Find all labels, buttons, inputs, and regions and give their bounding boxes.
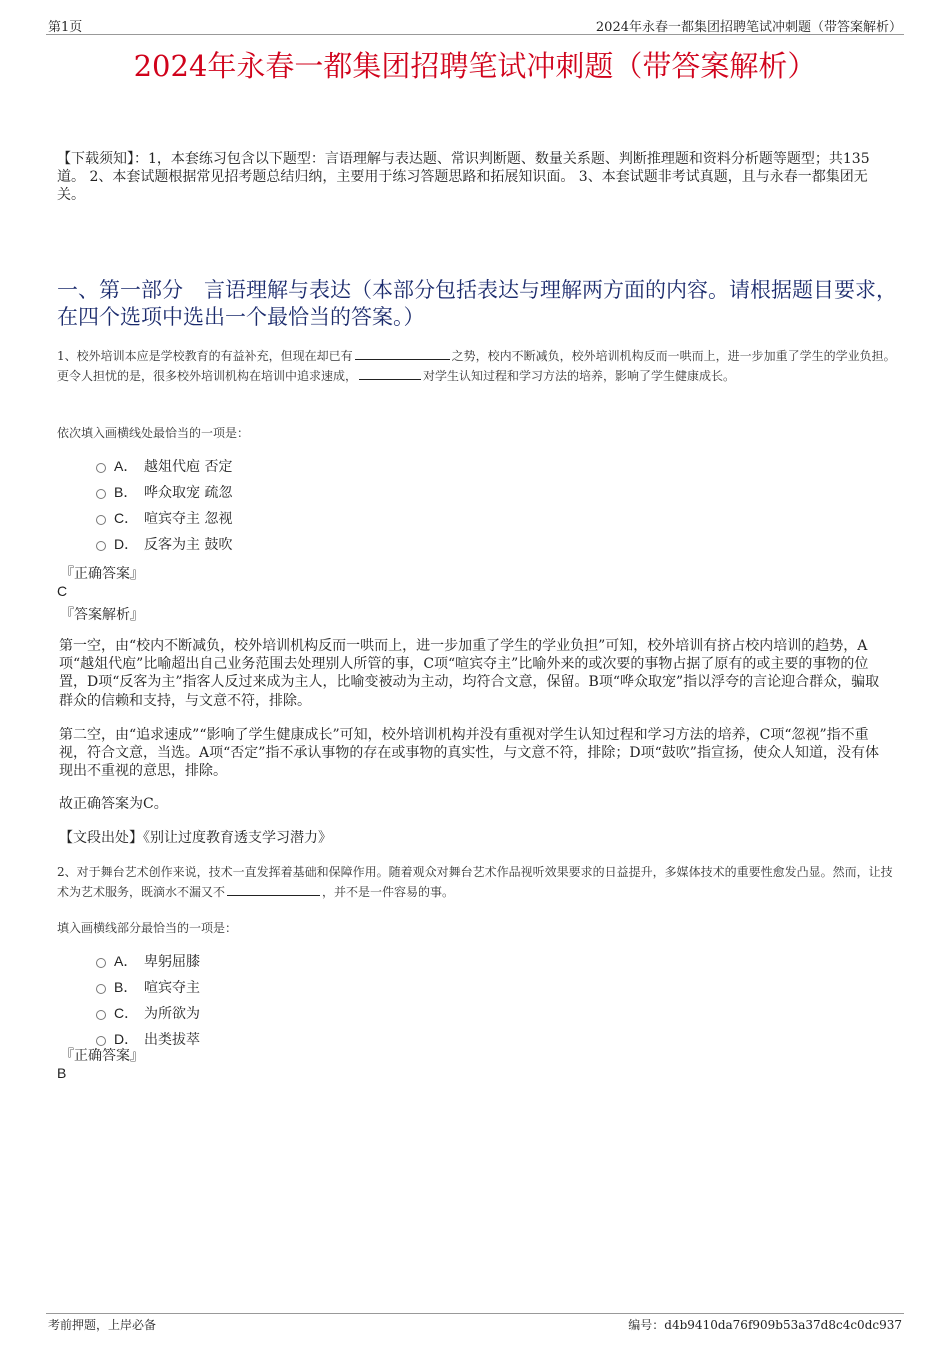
q1-option-b[interactable]: B． 哗众取宠 疏忽 [96, 482, 232, 502]
radio-button[interactable] [96, 515, 106, 525]
q2-answer-label: 『正确答案』 [60, 1048, 144, 1064]
footer-slogan: 考前押题，上岸必备 [48, 1318, 157, 1332]
q2-option-c[interactable]: C． 为所欲为 [96, 1003, 200, 1023]
page-header [46, 14, 904, 35]
fill-blank [227, 884, 320, 896]
q2-option-d[interactable]: D． 出类拔萃 [96, 1029, 200, 1049]
radio-button[interactable] [96, 541, 106, 551]
radio-button[interactable] [96, 489, 106, 499]
footer-doc-id: 编号：d4b9410da76f909b53a37d8c4c0dc937 [628, 1318, 902, 1332]
q2-option-a[interactable]: A． 卑躬屈膝 [96, 951, 200, 971]
fill-blank [359, 368, 421, 380]
q1-analysis-paragraph-2: 第二空，由“追求速成”“影响了学生健康成长”可知，校外培训机构并没有重视对学生认知过程和学习方法的培养，C项“忽视”指不重视，符合文意，当选。A项“否定”指不承认事物的存在或事物的真实性，与文意不符，排除；D项“鼓吹”指宣扬，使众人知道，没有体现出不重视的意思，排除。 [59, 727, 879, 780]
q1-analysis-label: 『答案解析』 [60, 607, 144, 623]
q1-source: 【文段出处】《别让过度教育透支学习潜力》 [59, 830, 332, 846]
download-notice: 【下载须知】：1，本套练习包含以下题型：言语理解与表达题、常识判断题、数量关系题、判断推理题和资料分析题等题型；共135道。 2、本套试题根据常见招考题总结归纳，主要用于练习答题思路和拓展知识面。 3、本套试题非考试真题，且与永春一都集团无关。 [57, 151, 870, 204]
question-1-prompt: 依次填入画横线处最恰当的一项是： [57, 426, 250, 440]
q1-option-c[interactable]: C． 喧宾夺主 忽视 [96, 508, 232, 528]
q1-conclusion: 故正确答案为C。 [59, 796, 168, 812]
document-title: 2024年永春一都集团招聘笔试冲刺题（带答案解析） [133, 49, 817, 83]
q2-option-b[interactable]: B． 喧宾夺主 [96, 977, 200, 997]
q1-answer: C [57, 583, 68, 599]
q1-option-a[interactable]: A． 越俎代庖 否定 [96, 456, 232, 476]
q1-answer-label: 『正确答案』 [60, 566, 144, 582]
radio-button[interactable] [96, 1010, 106, 1020]
radio-button[interactable] [96, 984, 106, 994]
page-footer [46, 1313, 904, 1332]
radio-button[interactable] [96, 958, 106, 968]
radio-button[interactable] [96, 463, 106, 473]
section-title: 一、第一部分 言语理解与表达（本部分包括表达与理解两方面的内容。请根据题目要求，在四个选项中选出一个最恰当的答案。） [57, 278, 897, 330]
q1-option-d[interactable]: D． 反客为主 鼓吹 [96, 534, 232, 554]
header-doc-title: 2024年永春一都集团招聘笔试冲刺题（带答案解析） [595, 20, 902, 35]
question-2-prompt: 填入画横线部分最恰当的一项是： [57, 921, 238, 935]
fill-blank [355, 348, 450, 360]
q1-analysis-paragraph-1: 第一空，由“校内不断减负，校外培训机构反而一哄而上，进一步加重了学生的学业负担”可知，校外培训有挤占校内培训的趋势，A项“越俎代庖”比喻超出自己业务范围去处理别人所管的事，C项“喧宾夺主”比喻外来的或次要的事物占据了原有的或主要的事物的位置，D项“反客为主”指客人反过来成为主人，比喻变被动为主动，均符合文意，保留。B项“哗众取宠”指以浮夸的言论迎合群众，骗取群众的信赖和支持，与文意不符，排除。 [59, 638, 880, 709]
question-1-text: 1、校外培训本应是学校教育的有益补充，但现在却已有 之势，校内不断减负，校外培训机构反而一哄而上，进一步加重了学生的学业负担。更令人担忧的是，很多校外培训机构在培训中追求速成， 对学生认知过程和学习方法的培养，影响了学生健康成长。 [57, 349, 896, 384]
page-number: 第1页 [48, 20, 83, 35]
question-2-text: 2、对于舞台艺术创作来说，技术一直发挥着基础和保障作用。随着观众对舞台艺术作品视听效果要求的日益提升，多媒体技术的重要性愈发凸显。然而，让技术为艺术服务，既滴水不漏又不 ，并不是一件容易的事。 [57, 865, 893, 900]
q2-answer: B [57, 1065, 67, 1081]
